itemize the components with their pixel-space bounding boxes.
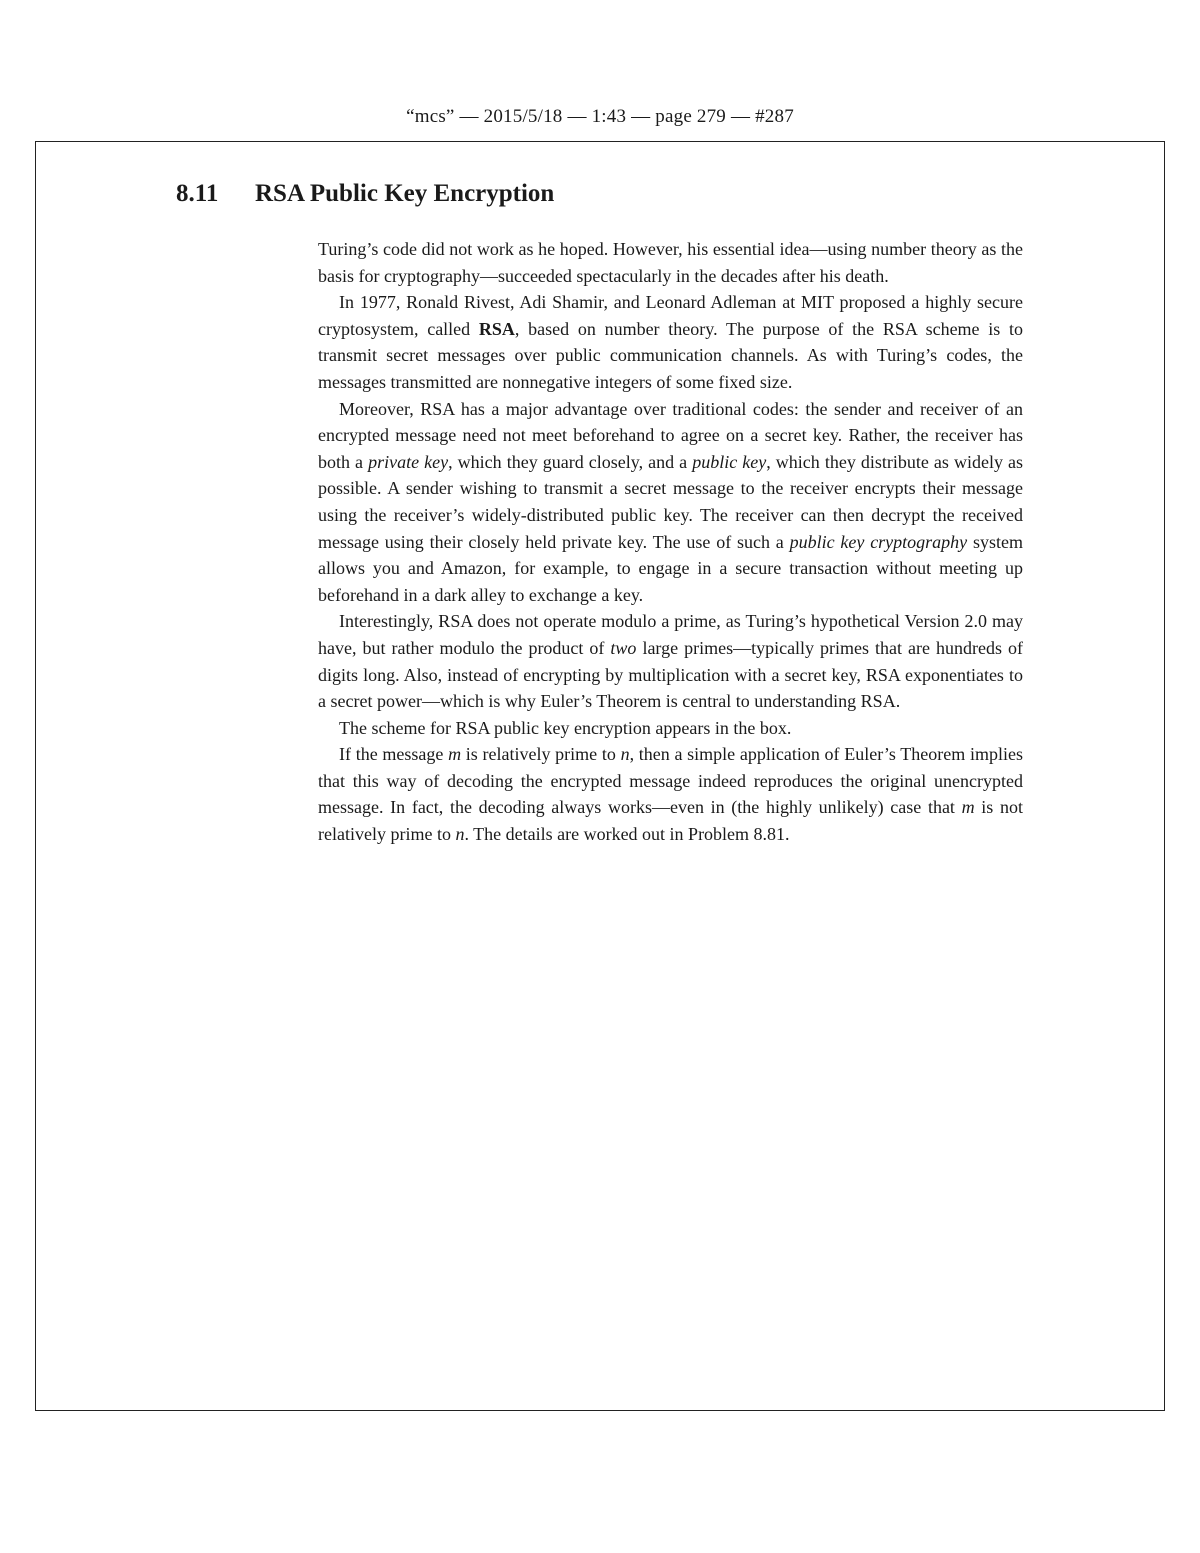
paragraph-6-text-c: , then a simple application of Euler’s Theorem implies that this way of decoding the encrypted message indeed reproduces the original unencrypted message. In fact, the decoding always works—even in (the highly unlikely) case that [318, 744, 1023, 818]
paragraph-6-text-e: . The details are worked out in Problem 8.81. [464, 824, 790, 845]
math-variable-m: m [448, 744, 462, 765]
body-text [318, 236, 1023, 848]
section-title: RSA Public Key Encryption [255, 180, 555, 207]
paragraph-3 [318, 396, 1023, 609]
section-heading [176, 180, 554, 208]
paragraph-6-text-d: is not relatively prime to [318, 797, 1023, 845]
paragraph-2-text-a: In 1977, Ronald Rivest, Adi Shamir, and Leonard Adleman at MIT proposed a highly secure cryptosystem, called [318, 292, 1023, 339]
paragraph-4-text-a: Interestingly, RSA does not operate modulo a prime, as Turing’s hypothetical Version 2.0 may have, but rather modulo the product of [318, 611, 1023, 658]
paragraph-6-text-b: is relatively prime to [461, 744, 621, 765]
rsa-term: RSA [478, 318, 515, 339]
private-key-term: private key [368, 451, 449, 472]
math-variable-m: m [961, 797, 975, 818]
math-variable-n: n [455, 824, 465, 845]
section-number: 8.11 [176, 180, 219, 207]
paragraph-2-text-b: , based on number theory. The purpose of the RSA scheme is to transmit secret messages over public communication channels. As with Turing’s codes, the messages transmitted are nonnegative integers of some fixed size. [318, 318, 1023, 392]
paragraph-6 [318, 741, 1023, 847]
paragraph-4-text-b: large primes—typically primes that are hundreds of digits long. Also, instead of encrypting by multiplication with a secret key, RSA exponentiates to a secret power—which is why Euler’s Theorem is central to understanding RSA. [318, 637, 1023, 712]
two-emphasis: two [610, 637, 637, 658]
paragraph-1: Turing’s code did not work as he hoped. However, his essential idea—using number theory as the basis for cryptography—succeeded spectacularly in the decades after his death. [318, 239, 1023, 286]
public-key-cryptography-term: public key cryptography [789, 531, 968, 552]
paragraph-5: The scheme for RSA public key encryption appears in the box. [339, 717, 792, 738]
paragraph-4 [318, 608, 1023, 714]
paragraph-3-text-c: , which they distribute as widely as possible. A sender wishing to transmit a secret message to the receiver encrypts their message using the receiver’s widely-distributed public key. The receiver can then decrypt the received message using their closely held private key. The use of such a [318, 451, 1024, 552]
paragraph-3-text-a: Moreover, RSA has a major advantage over traditional codes: the sender and receiver of an encrypted message need not meet beforehand to agree on a secret key. Rather, the receiver has both a [318, 398, 1023, 472]
public-key-term: public key [692, 451, 767, 472]
math-variable-n: n [620, 744, 630, 765]
running-header: “mcs” — 2015/5/18 — 1:43 — page 279 — #287 [406, 106, 794, 127]
paragraph-3-text-b: , which they guard closely, and a [448, 451, 693, 472]
paragraph-2 [318, 289, 1023, 395]
paragraph-3-text-d: system allows you and Amazon, for example, to engage in a secure transaction without meeting up beforehand in a dark alley to exchange a key. [318, 531, 1023, 605]
paragraph-6-text-a: If the message [339, 744, 449, 765]
